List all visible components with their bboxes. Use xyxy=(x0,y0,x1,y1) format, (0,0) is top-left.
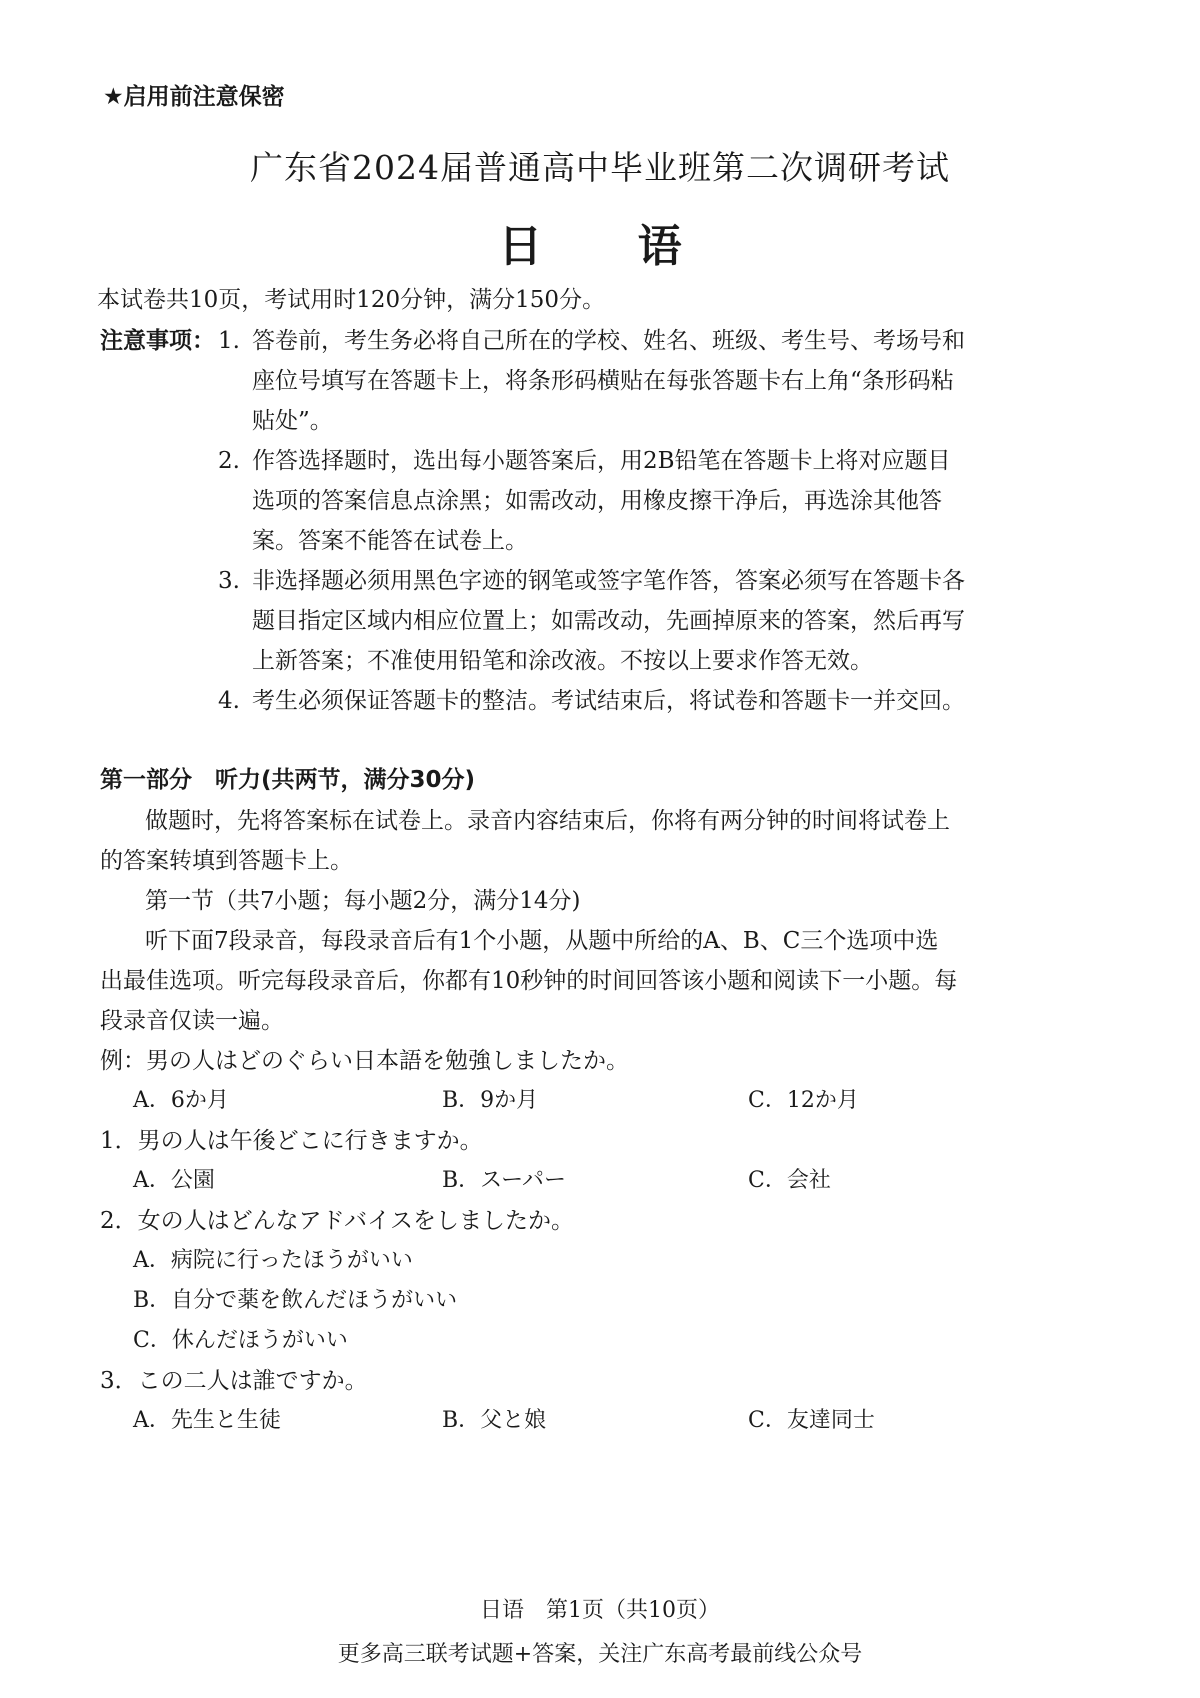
notice-num-3: 3. xyxy=(218,568,240,594)
exam-title: 广东省2024届普通高中毕业班第二次调研考试 xyxy=(250,148,950,187)
notice-num-4: 4. xyxy=(218,688,240,714)
part1-para2-line: 段录音仅读一遍。 xyxy=(100,1008,284,1034)
q2-option-c: C．休んだほうがいい xyxy=(133,1328,348,1353)
q3-option-a: A．先生と生徒 xyxy=(133,1408,281,1433)
page-footer: 日语 第1页（共10页） xyxy=(480,1598,720,1623)
notice-line: 上新答案；不准使用铅笔和涂改液。不按以上要求作答无效。 xyxy=(252,648,873,674)
notice-line: 座位号填写在答题卡上，将条形码横贴在每张答题卡右上角“条形码粘 xyxy=(252,368,954,394)
q1-option-c: C．会社 xyxy=(748,1168,831,1193)
notice-line: 非选择题必须用黑色字迹的钢笔或签字笔作答，答案必须写在答题卡各 xyxy=(252,568,965,594)
q1-option-b: B．スーパー xyxy=(442,1168,566,1193)
part1-para1-line: 做题时，先将答案标在试卷上。录音内容结束后，你将有两分钟的时间将试卷上 xyxy=(145,808,950,834)
q2-option-a: A．病院に行ったほうがいい xyxy=(133,1248,413,1273)
subject-title: 日 语 xyxy=(498,221,722,272)
notice-num-1: 1. xyxy=(218,328,240,354)
notice-line: 贴处”。 xyxy=(252,408,333,434)
notice-line: 题目指定区域内相应位置上；如需改动，先画掉原来的答案，然后再写 xyxy=(252,608,965,634)
part1-heading: 第一部分 听力(共两节，满分30分) xyxy=(100,767,476,793)
example-option-a: A．6か月 xyxy=(133,1088,229,1113)
notice-line: 选项的答案信息点涂黑；如需改动，用橡皮擦干净后，再选涂其他答 xyxy=(252,488,942,514)
notice-num-2: 2. xyxy=(218,448,240,474)
notice-line: 考生必须保证答题卡的整洁。考试结束后，将试卷和答题卡一并交回。 xyxy=(252,688,965,714)
notice-label: 注意事项： xyxy=(100,328,215,354)
example-option-c: C．12か月 xyxy=(748,1088,859,1113)
notice-line: 作答选择题时，选出每小题答案后，用2B铅笔在答题卡上将对应题目 xyxy=(252,448,951,474)
promo-footer: 更多高三联考试题+答案，关注广东高考最前线公众号 xyxy=(337,1642,863,1667)
q3-option-b: B．父と娘 xyxy=(442,1408,547,1433)
notice-line: 案。答案不能答在试卷上。 xyxy=(252,528,528,554)
part1-para1-line: 的答案转填到答题卡上。 xyxy=(100,848,353,874)
part1-para2-line: 听下面7段录音，每段录音后有1个小题，从题中所给的A、B、C三个选项中选 xyxy=(145,928,939,954)
question-1: 1．男の人は午後どこに行きますか。 xyxy=(100,1128,483,1154)
q3-option-c: C．友達同士 xyxy=(748,1408,875,1433)
question-3: 3．この二人は誰ですか。 xyxy=(100,1368,368,1394)
example-option-b: B．9か月 xyxy=(442,1088,539,1113)
notice-line: 答卷前，考生务必将自己所在的学校、姓名、班级、考生号、考场号和 xyxy=(252,328,965,354)
q2-option-b: B．自分で薬を飲んだほうがいい xyxy=(133,1288,458,1313)
q1-option-a: A．公園 xyxy=(133,1168,215,1193)
example-question: 例：男の人はどのぐらい日本語を勉強しましたか。 xyxy=(100,1048,629,1074)
part1-para2-line: 出最佳选项。听完每段录音后，你都有10秒钟的时间回答该小题和阅读下一小题。每 xyxy=(100,968,958,994)
question-2: 2．女の人はどんなアドバイスをしましたか。 xyxy=(100,1208,574,1234)
section1-heading: 第一节（共7小题；每小题2分，满分14分) xyxy=(145,888,581,914)
exam-intro: 本试卷共10页，考试用时120分钟，满分150分。 xyxy=(97,287,606,313)
confidential-mark: ★启用前注意保密 xyxy=(103,84,285,110)
